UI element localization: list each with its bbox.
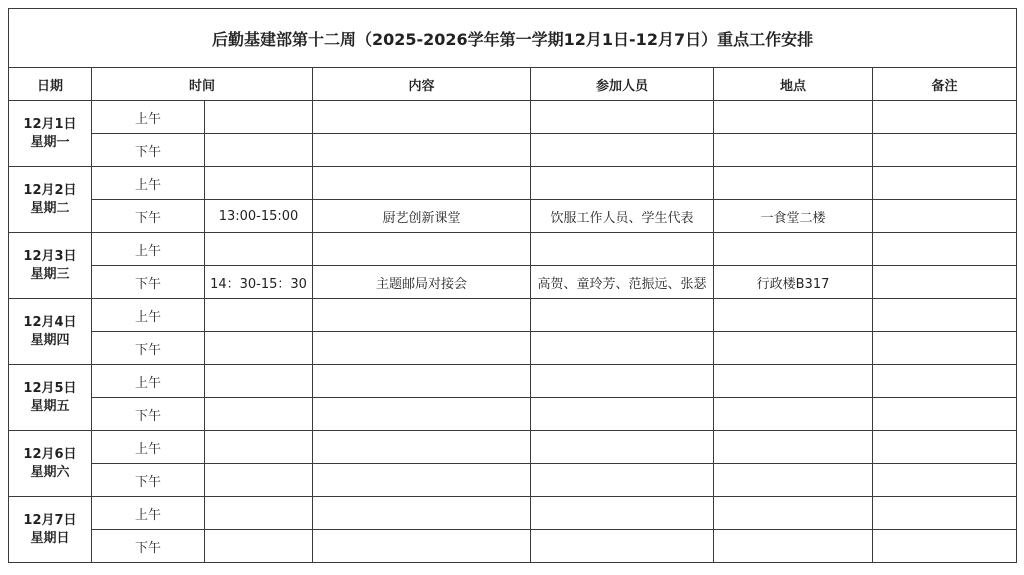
- participants-cell: 饮服工作人员、学生代表: [531, 200, 714, 233]
- participants-cell: [531, 332, 714, 365]
- participants-cell: [531, 530, 714, 563]
- date-cell: [9, 365, 92, 431]
- weekday-label: 星期三: [30, 266, 70, 282]
- weekday-label: 星期二: [30, 200, 70, 216]
- table-row: [9, 134, 1017, 167]
- content-cell: [313, 431, 531, 464]
- location-cell: [714, 530, 873, 563]
- date-label: 12月7日: [23, 512, 77, 528]
- schedule-title: 后勤基建部第十二周（2025-2026学年第一学期12月1日-12月7日）重点工作安排: [9, 9, 1017, 68]
- remarks-cell: [873, 299, 1017, 332]
- date-cell: [9, 233, 92, 299]
- table-row: [9, 266, 1017, 299]
- date-cell: [9, 497, 92, 563]
- location-cell: 行政楼B317: [714, 266, 873, 299]
- table-row: [9, 332, 1017, 365]
- time-cell: [205, 299, 313, 332]
- table-row: [9, 299, 1017, 332]
- date-label: 12月6日: [23, 446, 77, 462]
- remarks-cell: [873, 134, 1017, 167]
- time-cell: [205, 365, 313, 398]
- location-cell: [714, 101, 873, 134]
- remarks-cell: [873, 530, 1017, 563]
- location-cell: [714, 233, 873, 266]
- participants-cell: [531, 398, 714, 431]
- date-cell: [9, 101, 92, 167]
- location-cell: 一食堂二楼: [714, 200, 873, 233]
- schedule-body: [9, 101, 1017, 563]
- time-cell: [205, 530, 313, 563]
- content-cell: [313, 497, 531, 530]
- remarks-cell: [873, 431, 1017, 464]
- date-cell: [9, 299, 92, 365]
- participants-cell: [531, 134, 714, 167]
- remarks-cell: [873, 332, 1017, 365]
- date-label: 12月1日: [23, 116, 77, 132]
- header-location: 地点: [714, 68, 873, 101]
- location-cell: [714, 431, 873, 464]
- period-cell: 下午: [92, 464, 205, 497]
- header-remarks: 备注: [873, 68, 1017, 101]
- header-content: 内容: [313, 68, 531, 101]
- participants-cell: [531, 299, 714, 332]
- participants-cell: [531, 233, 714, 266]
- location-cell: [714, 167, 873, 200]
- location-cell: [714, 464, 873, 497]
- remarks-cell: [873, 398, 1017, 431]
- date-cell: [9, 167, 92, 233]
- content-cell: [313, 167, 531, 200]
- period-cell: 下午: [92, 530, 205, 563]
- time-cell: [205, 431, 313, 464]
- time-cell: [205, 167, 313, 200]
- remarks-cell: [873, 497, 1017, 530]
- content-cell: [313, 530, 531, 563]
- table-row: [9, 497, 1017, 530]
- participants-cell: 高贺、童玲芳、范振远、张瑟: [531, 266, 714, 299]
- date-label: 12月5日: [23, 380, 77, 396]
- location-cell: [714, 398, 873, 431]
- table-row: [9, 464, 1017, 497]
- weekday-label: 星期日: [30, 530, 70, 546]
- location-cell: [714, 332, 873, 365]
- period-cell: 下午: [92, 398, 205, 431]
- location-cell: [714, 365, 873, 398]
- remarks-cell: [873, 233, 1017, 266]
- time-cell: [205, 134, 313, 167]
- period-cell: 上午: [92, 167, 205, 200]
- remarks-cell: [873, 365, 1017, 398]
- remarks-cell: [873, 200, 1017, 233]
- remarks-cell: [873, 101, 1017, 134]
- content-cell: 厨艺创新课堂: [313, 200, 531, 233]
- date-label: 12月3日: [23, 248, 77, 264]
- content-cell: [313, 134, 531, 167]
- table-row: [9, 200, 1017, 233]
- table-row: [9, 233, 1017, 266]
- weekday-label: 星期五: [30, 398, 70, 414]
- time-cell: [205, 233, 313, 266]
- period-cell: 下午: [92, 332, 205, 365]
- period-cell: 下午: [92, 134, 205, 167]
- time-cell: [205, 464, 313, 497]
- schedule-sheet: [8, 8, 1016, 567]
- content-cell: [313, 365, 531, 398]
- table-row: [9, 398, 1017, 431]
- table-row: [9, 530, 1017, 563]
- period-cell: 上午: [92, 497, 205, 530]
- content-cell: [313, 332, 531, 365]
- period-cell: 上午: [92, 299, 205, 332]
- header-participants: 参加人员: [531, 68, 714, 101]
- time-cell: [205, 332, 313, 365]
- period-cell: 上午: [92, 233, 205, 266]
- time-cell: 13:00-15:00: [205, 200, 313, 233]
- time-cell: [205, 101, 313, 134]
- remarks-cell: [873, 464, 1017, 497]
- date-label: 12月4日: [23, 314, 77, 330]
- title-row: [9, 9, 1017, 68]
- participants-cell: [531, 431, 714, 464]
- weekday-label: 星期四: [30, 332, 70, 348]
- participants-cell: [531, 497, 714, 530]
- participants-cell: [531, 464, 714, 497]
- participants-cell: [531, 101, 714, 134]
- period-cell: 下午: [92, 200, 205, 233]
- content-cell: [313, 464, 531, 497]
- table-row: [9, 365, 1017, 398]
- remarks-cell: [873, 266, 1017, 299]
- date-cell: [9, 431, 92, 497]
- header-time: 时间: [92, 68, 313, 101]
- location-cell: [714, 134, 873, 167]
- schedule-table: [8, 8, 1017, 563]
- content-cell: [313, 299, 531, 332]
- participants-cell: [531, 167, 714, 200]
- header-date: 日期: [9, 68, 92, 101]
- period-cell: 上午: [92, 431, 205, 464]
- header-row: [9, 68, 1017, 101]
- date-label: 12月2日: [23, 182, 77, 198]
- table-row: [9, 167, 1017, 200]
- content-cell: [313, 101, 531, 134]
- content-cell: [313, 233, 531, 266]
- period-cell: 上午: [92, 101, 205, 134]
- time-cell: [205, 398, 313, 431]
- content-cell: [313, 398, 531, 431]
- weekday-label: 星期六: [30, 464, 70, 480]
- period-cell: 下午: [92, 266, 205, 299]
- weekday-label: 星期一: [30, 134, 70, 150]
- time-cell: [205, 497, 313, 530]
- participants-cell: [531, 365, 714, 398]
- remarks-cell: [873, 167, 1017, 200]
- location-cell: [714, 497, 873, 530]
- time-cell: 14：30-15：30: [205, 266, 313, 299]
- location-cell: [714, 299, 873, 332]
- table-row: [9, 431, 1017, 464]
- period-cell: 上午: [92, 365, 205, 398]
- table-row: [9, 101, 1017, 134]
- content-cell: 主题邮局对接会: [313, 266, 531, 299]
